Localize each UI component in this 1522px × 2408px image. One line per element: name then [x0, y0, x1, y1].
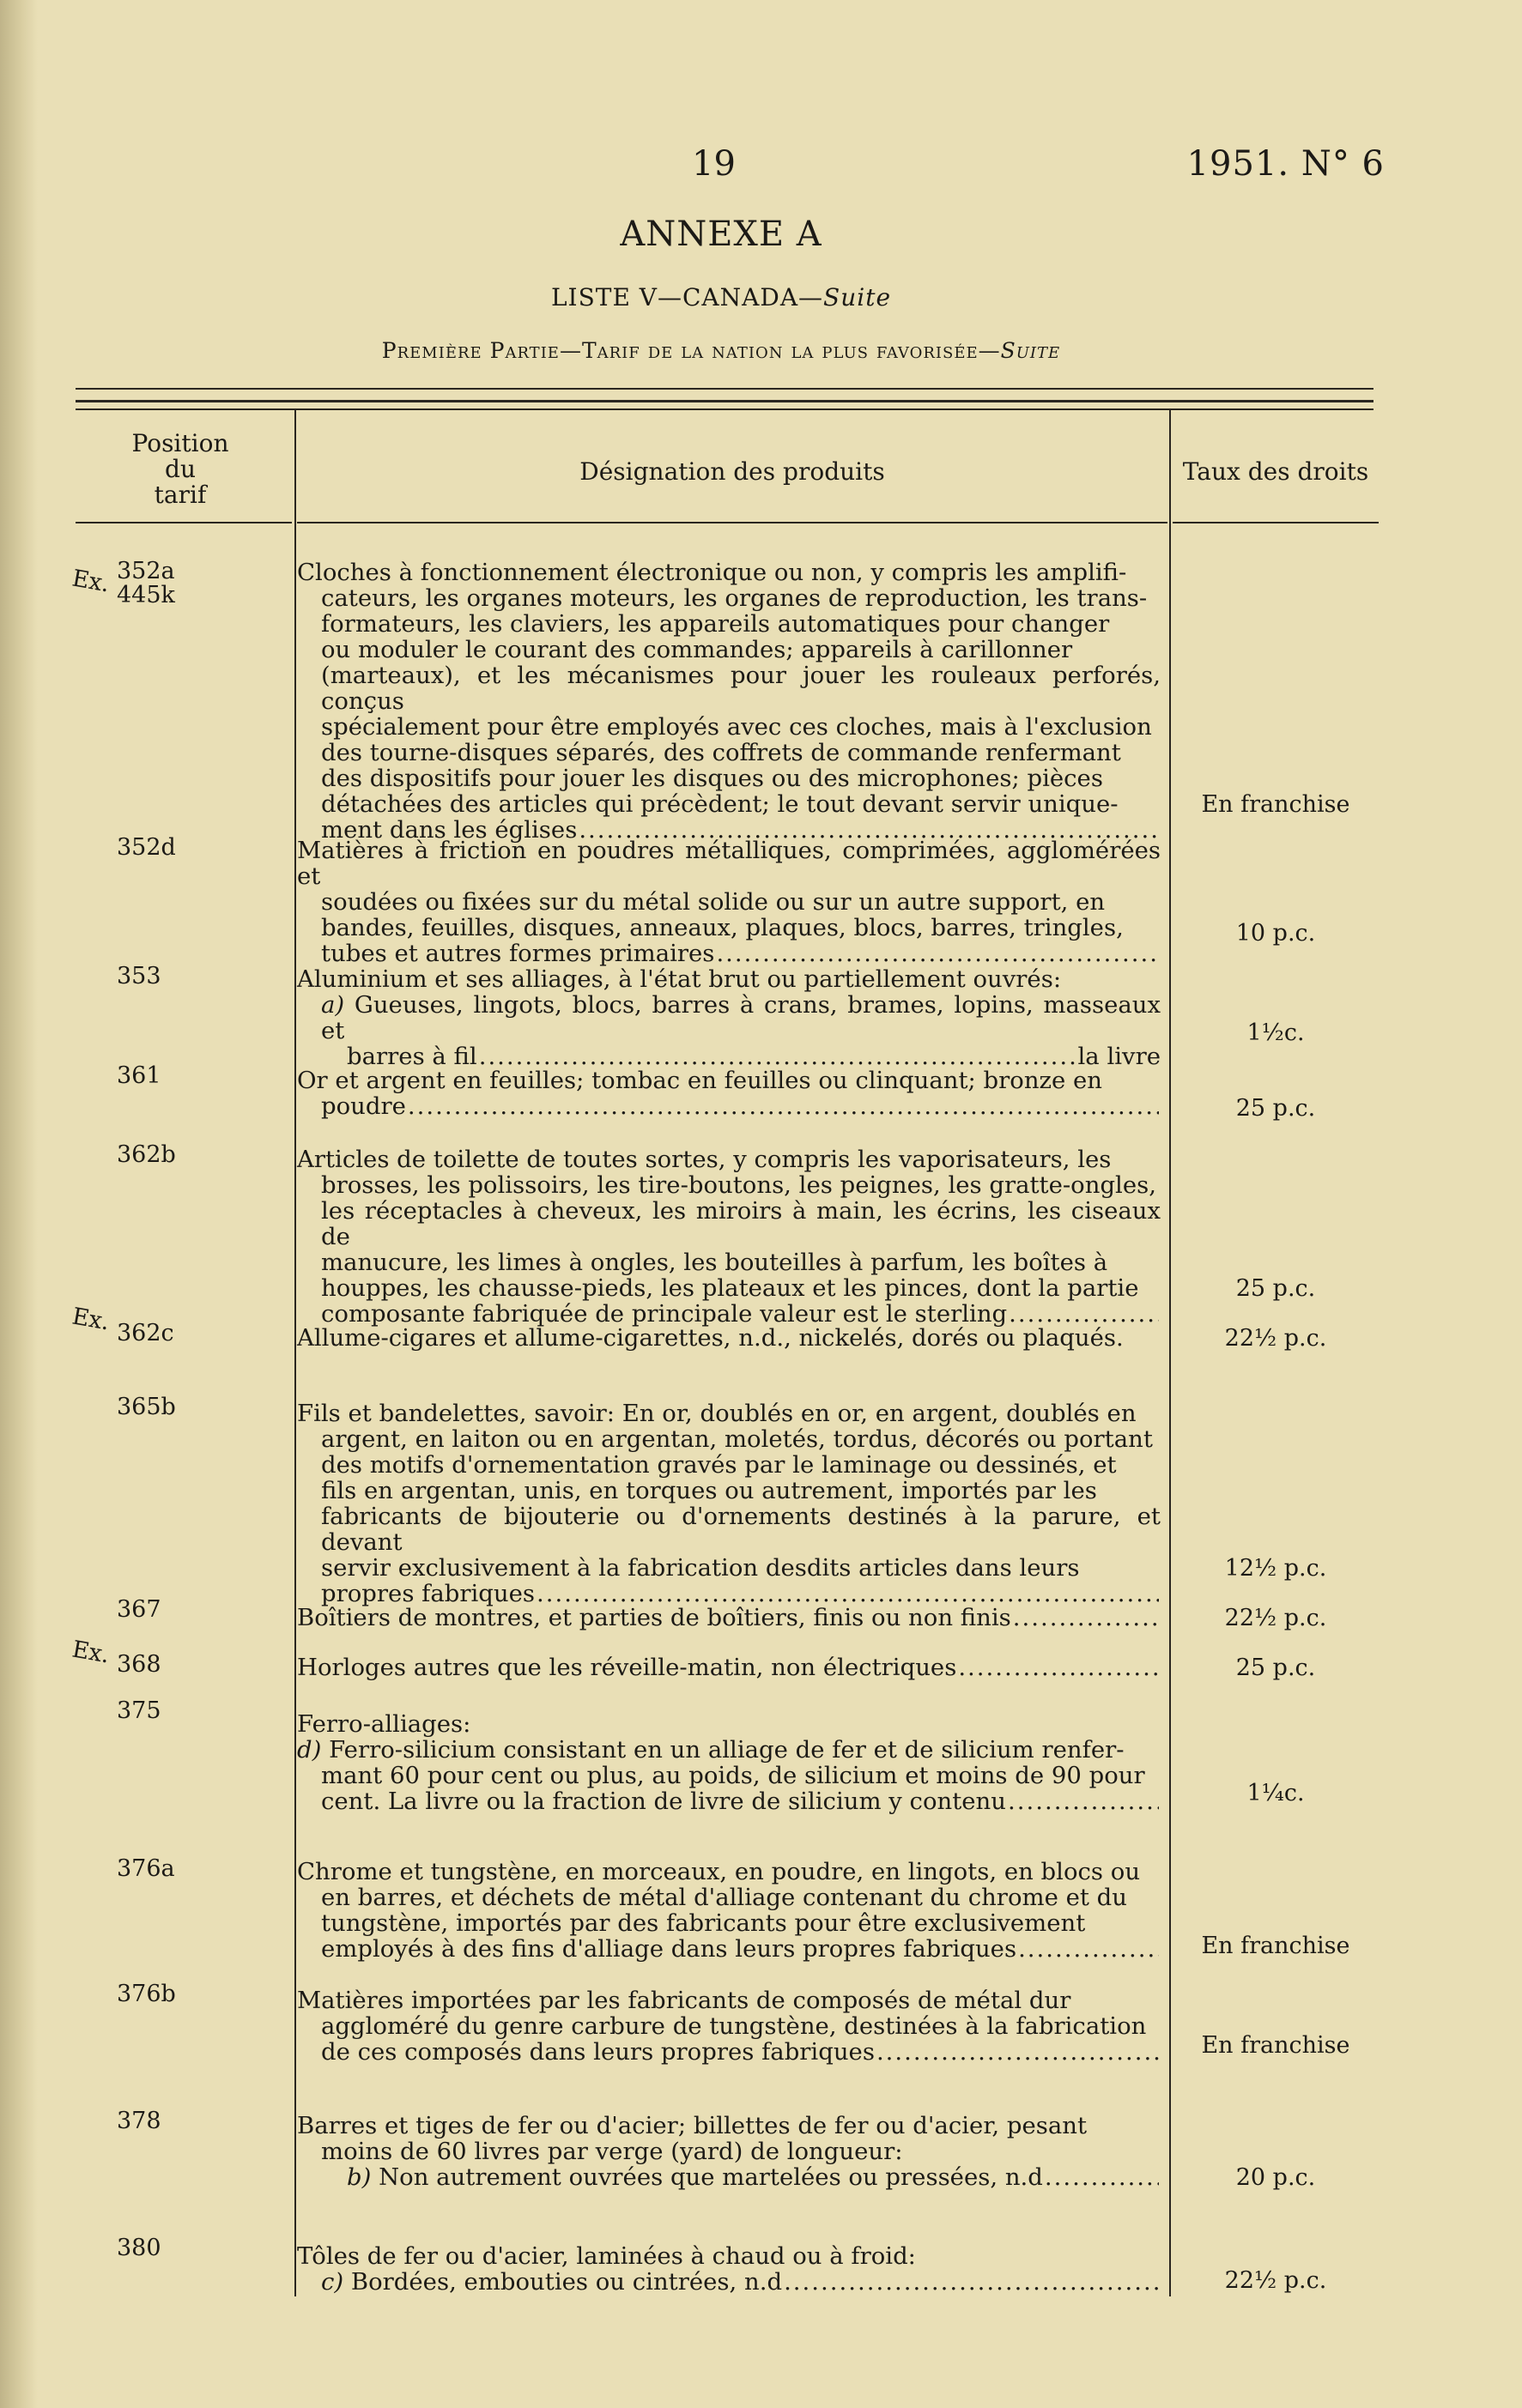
designation-leader-line: [297, 1605, 1161, 1631]
designation-line: Aluminium et ses alliages, à l'état brut ou partiellement ouvrés:: [297, 965, 1062, 993]
designation-line: houppes, les chausse-pieds, les plateaux et les pinces, dont la partie: [321, 1274, 1139, 1302]
product-designation: [297, 1401, 1161, 1606]
designation-leader-line: [297, 1655, 1161, 1680]
tariff-position: 361: [117, 1062, 161, 1089]
ex-marker: Ex.: [70, 1303, 112, 1336]
designation-line: en barres, et déchets de métal d'alliage contenant du chrome et du: [321, 1884, 1127, 1911]
designation-line: Cloches à fonctionnement électronique ou non, y compris les amplifi-: [297, 559, 1127, 586]
tariff-position: 362b: [117, 1141, 176, 1168]
top-rule: [76, 388, 1373, 390]
product-designation: [297, 1655, 1161, 1680]
tariff-position: 352d: [117, 834, 176, 861]
sub-item-label: b): [347, 2163, 372, 2191]
dot-leader: [958, 1655, 1159, 1680]
designation-line: bandes, feuilles, disques, anneaux, plaques, blocs, barres, tringles,: [321, 914, 1124, 941]
duty-rate: 1¼c.: [1246, 1780, 1305, 1806]
column-divider-right: [1169, 408, 1171, 2296]
designation-line: Ferro-silicium consistant en un alliage de fer et de silicium renfer-: [329, 1736, 1125, 1764]
duty-rate: 12½ p.c.: [1224, 1555, 1327, 1582]
designation-line: Allume-cigares et allume-cigarettes, n.d., nickelés, dorés ou plaqués.: [297, 1324, 1124, 1352]
duty-rate: 25 p.c.: [1235, 1095, 1316, 1122]
duty-rate: 25 p.c.: [1235, 1655, 1316, 1681]
dot-leader: [876, 2039, 1159, 2065]
duty-rate: 25 p.c.: [1235, 1275, 1316, 1302]
designation-line: ou moduler le courant des commandes; appareils à carillonner: [321, 636, 1073, 663]
dot-leader: [479, 1044, 1076, 1069]
header-underline-taux: [1173, 522, 1379, 523]
designation-line-last: Boîtiers de montres, et parties de boîtiers, finis ou non finis: [297, 1604, 1011, 1631]
designation-line: fils en argentan, unis, en torques ou autrement, importés par les: [321, 1477, 1097, 1504]
tariff-position: 376a: [117, 1855, 175, 1882]
dot-leader: [408, 1093, 1159, 1119]
liste-suite: Suite: [823, 283, 892, 312]
duty-rate: 1½c.: [1246, 1019, 1305, 1046]
designation-line: manucure, les limes à ongles, les bouteilles à parfum, les boîtes à: [321, 1249, 1108, 1276]
dot-leader: [1013, 1605, 1159, 1631]
product-designation: [297, 1988, 1161, 2065]
tariff-position: 380: [117, 2235, 161, 2261]
designation-line-last: Non autrement ouvrées que martelées ou pressées, n.d: [379, 2163, 1043, 2191]
sub-item-label: c): [321, 2268, 344, 2296]
volume-number: 1951. N° 6: [1186, 144, 1385, 184]
header-position-line1: Position: [131, 429, 229, 457]
product-designation: [297, 1711, 1161, 1814]
page-number: 19: [692, 144, 736, 184]
dot-leader: [1018, 1936, 1159, 1962]
dot-leader: [537, 1581, 1159, 1606]
designation-line: Tôles de fer ou d'acier, laminées à chaud ou à froid:: [297, 2242, 916, 2270]
sub-item-label: a): [321, 991, 345, 1019]
designation-line: soudées ou fixées sur du métal solide ou sur un autre support, en: [321, 888, 1106, 916]
dot-leader: [1008, 1788, 1159, 1814]
designation-line-last: poudre: [321, 1092, 406, 1120]
duty-rate: 10 p.c.: [1235, 920, 1316, 947]
duty-rate: En franchise: [1201, 791, 1350, 818]
tariff-position: 375: [117, 1697, 161, 1724]
designation-line-last: ment dans les églises: [321, 816, 578, 844]
dot-leader: [784, 2269, 1159, 2295]
sub-item-label: d): [297, 1736, 322, 1764]
tariff-position-secondary: 445k: [117, 582, 175, 608]
ex-marker: Ex.: [70, 565, 112, 598]
product-designation: [297, 1147, 1161, 1327]
designation-line: Fils et bandelettes, savoir: En or, doublés en or, en argent, doublés en: [297, 1400, 1137, 1427]
designation-line: moins de 60 livres par verge (yard) de longueur:: [321, 2138, 903, 2165]
designation-line-last: de ces composés dans leurs propres fabriques: [321, 2038, 875, 2066]
header-underline-designation: [297, 522, 1167, 523]
product-designation: [297, 560, 1161, 843]
designation-line: cateurs, les organes moteurs, les organes de reproduction, les trans-: [321, 584, 1148, 612]
designation-line: servir exclusivement à la fabrication desdits articles dans leurs: [321, 1554, 1080, 1582]
designation-leader-line: [297, 1788, 1161, 1814]
designation-line: argent, en laiton ou en argentan, moletés, tordus, décorés ou portant: [321, 1425, 1153, 1453]
designation-line: Gueuses, lingots, blocs, barres à crans, brames, lopins, masseaux et: [321, 991, 1161, 1044]
header-position-line3: tarif: [154, 481, 207, 509]
designation-line-last: Bordées, embouties ou cintrées, n.d: [350, 2268, 783, 2296]
designation-leader-line: [297, 2039, 1161, 2065]
dot-leader: [1045, 2164, 1159, 2190]
designation-line: Articles de toilette de toutes sortes, y compris les vaporisateurs, les: [297, 1146, 1112, 1173]
designation-line: des motifs d'ornementation gravés par le laminage ou dessinés, et: [321, 1451, 1117, 1479]
tariff-position: 378: [117, 2108, 161, 2134]
designation-leader-line: [297, 1093, 1161, 1119]
tariff-position: 362c: [117, 1320, 174, 1346]
designation-line: Chrome et tungstène, en morceaux, en poudre, en lingots, en blocs ou: [297, 1858, 1141, 1885]
duty-rate: En franchise: [1201, 2032, 1350, 2059]
duty-rate: 20 p.c.: [1235, 2164, 1316, 2191]
designation-line: Ferro-alliages:: [297, 1710, 471, 1738]
tariff-position: 368: [117, 1651, 161, 1678]
designation-line-last: composante fabriquée de principale valeur est le sterling: [321, 1300, 1008, 1328]
designation-line: les réceptacles à cheveux, les miroirs à main, les écrins, les ciseaux de: [321, 1197, 1161, 1250]
designation-line: formateurs, les claviers, les appareils automatiques pour changer: [321, 610, 1110, 638]
product-designation: [297, 966, 1161, 1069]
top-rule-lower: [76, 408, 1373, 410]
designation-line-last: employés à des fins d'alliage dans leurs propres fabriques: [321, 1935, 1017, 1963]
designation-leader-line: [297, 1581, 1161, 1606]
designation-line: fabricants de bijouterie ou d'ornements destinés à la parure, et devant: [321, 1503, 1161, 1556]
designation-line-last: Horloges autres que les réveille-matin, non électriques: [297, 1654, 957, 1681]
header-position-line2: du: [165, 455, 196, 483]
ex-marker: Ex.: [70, 1636, 112, 1669]
designation-line: Matières importées par les fabricants de composés de métal dur: [297, 1987, 1071, 2014]
duty-rate: 22½ p.c.: [1224, 1325, 1327, 1352]
product-designation: [297, 1325, 1161, 1351]
designation-line: Or et argent en feuilles; tombac en feuilles ou clinquant; bronze en: [297, 1067, 1103, 1094]
designation-line: aggloméré du genre carbure de tungstène, destinées à la fabrication: [321, 2012, 1147, 2040]
product-designation: [297, 2243, 1161, 2295]
designation-line-last: barres à fil: [347, 1043, 477, 1070]
designation-leader-line: [297, 1936, 1161, 1962]
column-divider-left: [294, 408, 296, 2296]
liste-main: LISTE V—CANADA—: [550, 283, 824, 312]
partie-suite: Suite: [1000, 338, 1061, 363]
tariff-position: 353: [117, 963, 161, 989]
designation-leader-line: [297, 941, 1161, 966]
column-header-taux: Taux des droits: [1182, 457, 1369, 486]
duty-rate: 22½ p.c.: [1224, 2267, 1327, 2294]
tariff-position: 352a: [117, 558, 175, 584]
designation-line: détachées des articles qui précèdent; le tout devant servir unique-: [321, 790, 1119, 818]
unit-label: la livre: [1077, 1043, 1161, 1070]
liste-title: [0, 283, 1442, 312]
partie-title: [0, 338, 1442, 363]
designation-line-last: cent. La livre ou la fraction de livre de silicium y contenu: [321, 1788, 1006, 1815]
designation-line-last: tubes et autres formes primaires: [321, 940, 715, 967]
designation-leader-line: [297, 1044, 1161, 1069]
designation-line: des dispositifs pour jouer les disques ou des microphones; pièces: [321, 765, 1103, 792]
designation-line: des tourne-disques séparés, des coffrets de commande renfermant: [321, 739, 1121, 766]
designation-leader-line: [297, 2269, 1161, 2295]
designation-line: brosses, les polissoirs, les tire-boutons, les peignes, les gratte-ongles,: [321, 1171, 1156, 1199]
designation-line: (marteaux), et les mécanismes pour jouer les rouleaux perforés, conçus: [321, 662, 1161, 715]
designation-line-last: propres fabriques: [321, 1580, 536, 1607]
top-rule-thick: [76, 400, 1373, 402]
tariff-position: 367: [117, 1596, 161, 1623]
designation-line: tungstène, importés par des fabricants pour être exclusivement: [321, 1909, 1086, 1937]
tariff-position: 376b: [117, 1981, 176, 2007]
annexe-title: ANNEXE A: [620, 215, 822, 254]
designation-line: Matières à friction en poudres métalliques, comprimées, agglomérées et: [297, 837, 1161, 890]
designation-line: mant 60 pour cent ou plus, au poids, de silicium et moins de 90 pour: [321, 1762, 1145, 1789]
product-designation: [297, 1859, 1161, 1962]
product-designation: [297, 2113, 1161, 2190]
designation-leader-line: [297, 2164, 1161, 2190]
duty-rate: En franchise: [1201, 1933, 1350, 1959]
partie-main: Première Partie—Tarif de la nation la plus favorisée—: [381, 338, 1001, 363]
designation-line: spécialement pour être employés avec ces cloches, mais à l'exclusion: [321, 713, 1152, 741]
dot-leader: [716, 941, 1159, 966]
duty-rate: 22½ p.c.: [1224, 1605, 1327, 1631]
header-underline-position: [76, 522, 292, 523]
designation-line: Barres et tiges de fer ou d'acier; billettes de fer ou d'acier, pesant: [297, 2112, 1088, 2139]
column-header-designation: Désignation des produits: [579, 457, 885, 486]
product-designation: [297, 838, 1161, 966]
designation-leader-line: [297, 1301, 1161, 1327]
tariff-position: 365b: [117, 1394, 176, 1420]
product-designation: [297, 1605, 1161, 1631]
column-header-position: [103, 431, 258, 508]
product-designation: [297, 1068, 1161, 1119]
dot-leader: [1009, 1301, 1159, 1327]
